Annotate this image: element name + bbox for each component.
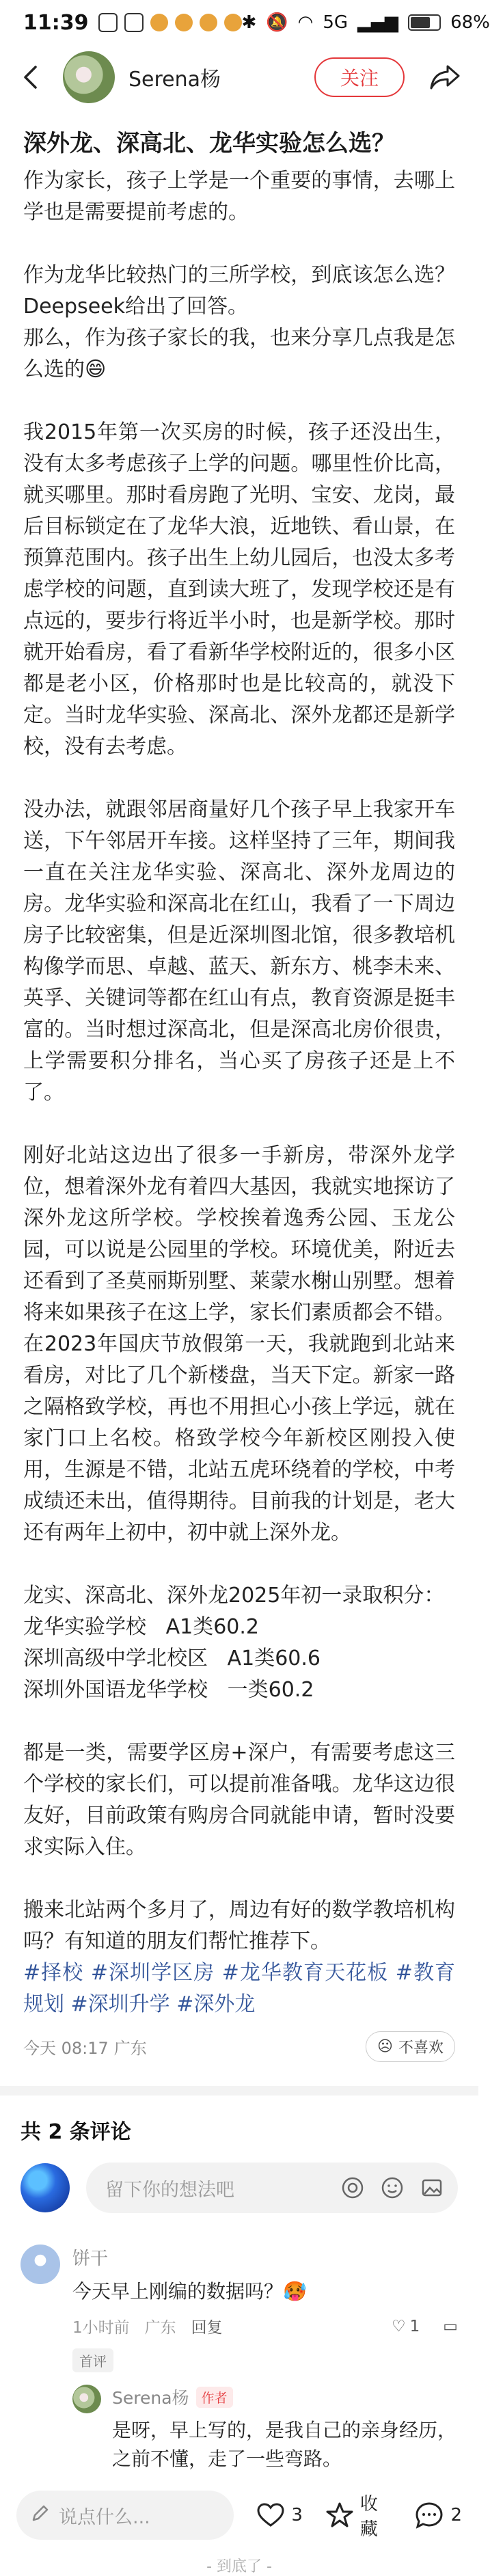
bottom-input-placeholder: 说点什么... — [59, 2506, 150, 2528]
author-name[interactable]: Serena杨 — [128, 68, 221, 92]
comment-composer — [21, 2163, 458, 2213]
comment-button[interactable] — [415, 2502, 462, 2529]
image-icon[interactable] — [420, 2175, 444, 2200]
comment-like-button[interactable] — [392, 2318, 420, 2335]
signal-label: 5G — [323, 12, 349, 33]
comment-count: 2 — [450, 2505, 462, 2525]
comment-item — [21, 2245, 458, 2506]
paragraph: 作为家长，孩子上学是一个重要的事情，去哪上学也是需要提前考虑的。 — [23, 169, 455, 224]
bottom-comment-input[interactable] — [16, 2491, 234, 2540]
mention-icon[interactable] — [340, 2175, 365, 2200]
like-count: 3 — [291, 2505, 303, 2525]
emoji-icon[interactable] — [380, 2175, 405, 2200]
favorite-button[interactable] — [326, 2490, 392, 2540]
comment-location: 广东 — [144, 2319, 176, 2337]
scores-intro: 龙实、深高北、深外龙2025年初一录取积分： — [23, 1584, 445, 1608]
paragraph: 没办法，就跟邻居商量好几个孩子早上我家开车送，下午邻居开车接。这样坚持了三年，期间我一直在关注龙华实验、深高北、深外龙周边的房。龙华实验和深高北在红山，我看了一下周边房子比较密集，但是近深圳图北馆，很多教培机构像学而思、卓越、蓝天、新东方、桃李未来、英孚、关键词等都在红山有点，教育资源是挺丰富的。当时想过深高北，但是深高北房价很贵，上学需要积分排名，当心买了房孩子还是上不了。 — [23, 798, 455, 1104]
follow-button[interactable]: 关注 — [314, 57, 405, 97]
paragraph: 作为龙华比较热门的三所学校，到底该怎么选？Deepseek给出了回答。 那么，作为孩子家长的我，也来分享几点我是怎么选的😄 — [23, 263, 455, 381]
back-icon[interactable] — [16, 64, 44, 91]
hashtags[interactable]: #择校 #深圳学区房 #龙华教育天花板 #教育规划 #深圳升学 #深外龙 — [23, 1961, 455, 2016]
wifi-icon: ◠ — [297, 12, 314, 33]
battery-icon — [408, 14, 441, 31]
first-comment-badge: 首评 — [72, 2348, 113, 2372]
pencil-icon — [30, 2503, 51, 2528]
author-badge: 作者 — [196, 2387, 233, 2408]
comment-text: 今天早上刚编的数据吗？🥵 — [72, 2280, 307, 2303]
top-nav — [0, 45, 478, 109]
app-notification-icon — [175, 14, 193, 31]
like-button[interactable] — [257, 2503, 303, 2527]
status-bar — [0, 0, 490, 45]
author-avatar[interactable] — [63, 51, 115, 103]
commenter-name[interactable]: 饼干 — [72, 2249, 109, 2269]
gallery-icon — [98, 13, 118, 32]
note-title: 深外龙、深高北、龙华实验怎么选？ — [23, 130, 395, 157]
commenter-avatar[interactable] — [21, 2245, 60, 2284]
comment-input[interactable] — [86, 2163, 458, 2213]
reply-avatar[interactable] — [72, 2385, 101, 2413]
score-line: 深圳外国语龙华学校 一类60.2 — [23, 1678, 314, 1702]
sms-icon — [124, 13, 144, 32]
post-location: 广东 — [113, 2038, 147, 2058]
signal-icon: ▂▄▆ — [357, 12, 399, 33]
heart-icon: ♡ — [392, 2317, 406, 2335]
bottom-action-bar — [0, 2475, 478, 2555]
reply-button[interactable]: 回复 — [191, 2319, 223, 2337]
dislike-button[interactable] — [366, 2031, 455, 2062]
notification-icons — [98, 13, 242, 32]
app-notification-icon — [224, 14, 242, 31]
app-notification-icon — [200, 14, 217, 31]
reply-author-name[interactable]: Serena杨 — [112, 2388, 189, 2408]
system-icons — [242, 12, 490, 33]
dislike-icon: ☹ — [377, 2037, 393, 2055]
reply-text: 是呀，早上写的，是我自己的亲身经历，之前不懂，走了一些弯路。 — [112, 2419, 457, 2470]
paragraph: 刚好北站这边出了很多一手新房，带深外龙学位，想着深外龙有着四大基因，我就实地探访了深外龙这所学校。学校挨着逸秀公园、玉龙公园，可以说是公园里的学校。环境优美，附近去还看到了圣莫丽斯别墅、莱蒙水榭山别墅。想着将来如果孩子在这上学，家长们素质都会不错。在2023年国庆节放假第一天，我就跑到北站来看房，对比了几个新楼盘，当天下定。新家一路之隔格致学校，再也不用担心小孩上学远，就在家门口上名校。格致学校今年新校区刚投入使用，生源是不错，北站五虎环绕着的学校，中考成绩还未出，值得期待。目前我的计划是，老大还有两年上初中，初中就上深外龙。 — [23, 1143, 455, 1545]
note-content — [0, 109, 478, 2067]
comment-meta — [72, 2315, 458, 2337]
battery-level: 68% — [450, 12, 490, 33]
comment-like-count: 1 — [409, 2317, 420, 2335]
note-meta — [23, 2026, 455, 2067]
paragraph: 我2015年第一次买房的时候，孩子还没出生，没有太多考虑孩子上学的问题。哪里性价比高，就买哪里。那时看房跑了光明、宝安、龙岗，最后目标锁定在了龙华大浪，近地铁、看山景，在预算范围内。孩子出生上幼儿园后，也没太多考虑学校的问题，直到读大班了，发现学校还是有点远的，要步行将近半小时，也是新学校。那时就开始看房，看了看新华学校附近的，很多小区都是老小区，价格那时也是比较高的，就没下定。当时龙华实验、深高北、深外龙都还是新学校，没有去考虑。 — [23, 420, 455, 759]
user-avatar — [21, 2163, 70, 2212]
comment-placeholder: 留下你的想法吧 — [105, 2179, 234, 2201]
section-divider — [0, 2086, 478, 2096]
star-icon — [326, 2502, 353, 2529]
app-notification-icon — [150, 14, 168, 31]
share-icon[interactable] — [428, 60, 462, 94]
heart-icon — [257, 2503, 284, 2527]
score-line: 龙华实验学校 A1类60.2 — [23, 1615, 260, 1639]
comment-time: 1小时前 — [72, 2319, 130, 2337]
comment-more-icon[interactable]: ▭ — [443, 2317, 458, 2335]
dislike-label: 不喜欢 — [398, 2039, 444, 2057]
mute-icon: 🔕 — [266, 12, 288, 33]
paragraph: 都是一类，需要学区房+深户，有需要考虑这三个学校的家长们，可以提前准备哦。龙华这边很友好，目前政策有购房合同就能申请，暂时没要求实际入住。 — [23, 1741, 455, 1859]
paragraph: 搬来北站两个多月了，周边有好的数学教培机构吗？有知道的朋友们帮忙推荐下。 — [23, 1898, 455, 1953]
score-line: 深圳高级中学北校区 A1类60.6 — [23, 1646, 321, 1670]
bluetooth-icon: ✱ — [241, 12, 257, 33]
status-time: 11:39 — [23, 10, 89, 35]
comment-icon — [415, 2502, 444, 2529]
post-time: 今天 08:17 — [23, 2038, 109, 2058]
favorite-label: 收藏 — [359, 2494, 378, 2540]
comments-count: 共 2 条评论 — [21, 2120, 131, 2144]
end-of-list: - 到底了 - — [206, 2558, 272, 2575]
